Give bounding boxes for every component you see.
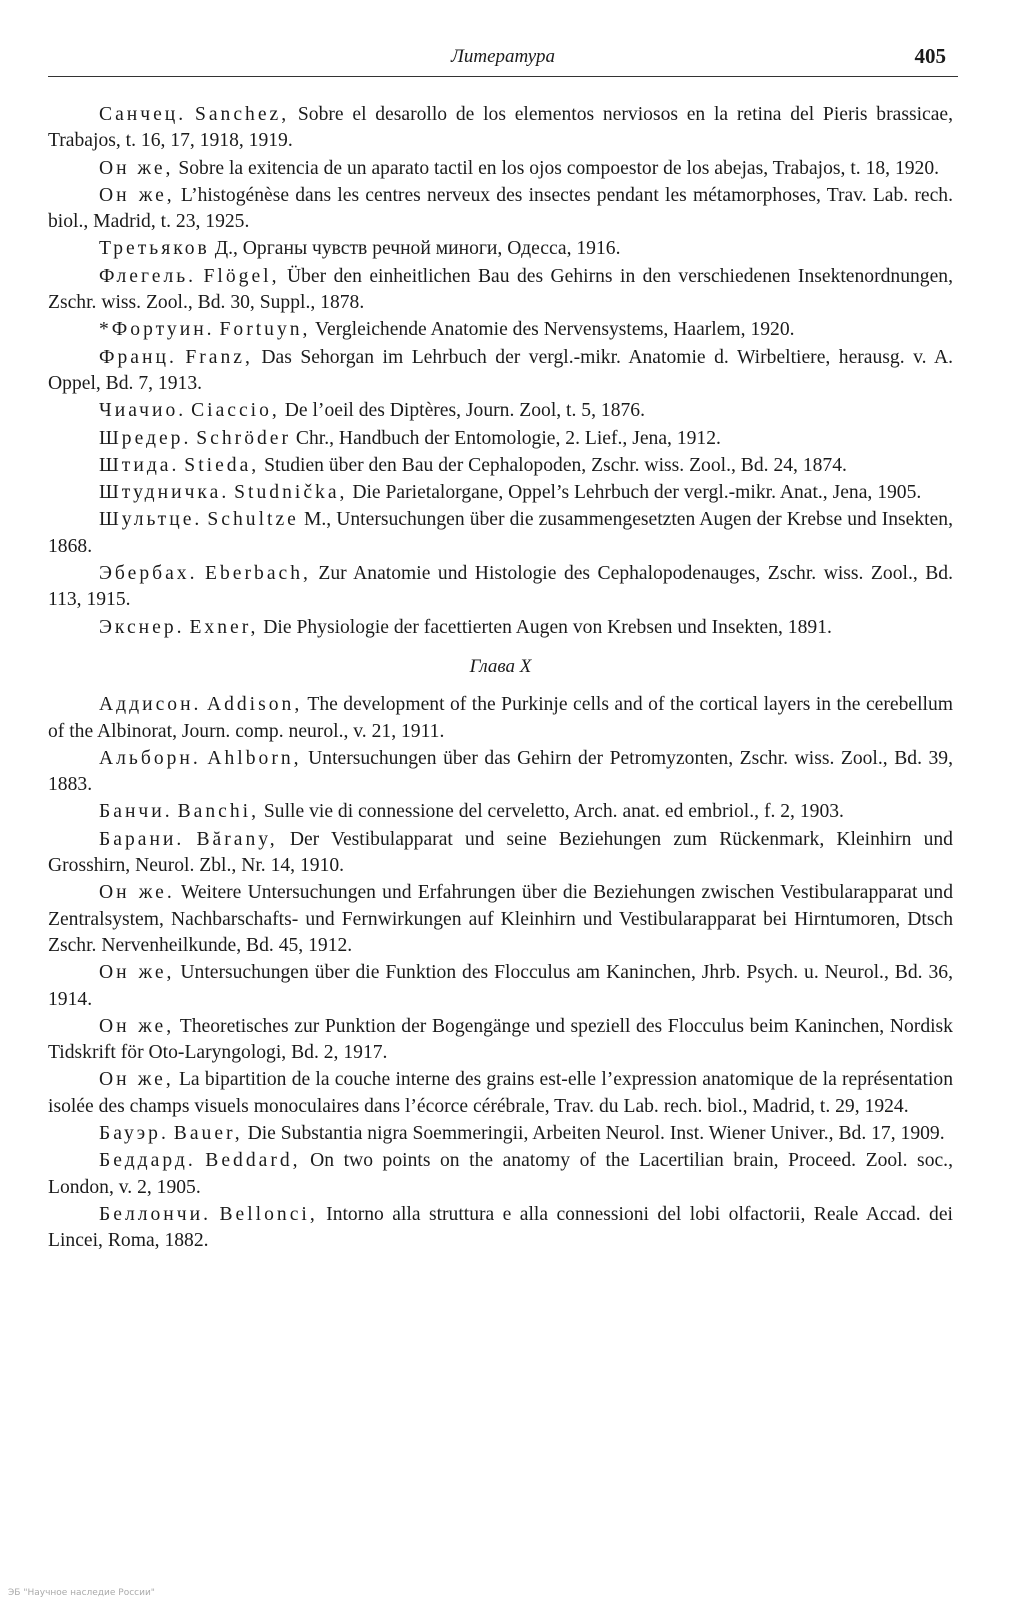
author-cyrillic: Он же. (99, 882, 175, 904)
author-cyrillic: Банчи. (99, 801, 173, 823)
reference-entry (48, 398, 953, 424)
author-latin: Schröder (196, 427, 292, 449)
page-header (48, 42, 958, 77)
author-latin: Bauer, (173, 1122, 243, 1144)
author-cyrillic: Беллончи. (99, 1203, 212, 1225)
reference-text: M., Untersuchungen über die zusammengesetzten Augen der Krebse und Insekten, 1868. (48, 509, 953, 557)
author-cyrillic: Третьяков (99, 238, 210, 260)
author-latin: Sanchez, (194, 104, 290, 125)
reference-text: Weitere Untersuchungen und Erfahrungen über die Beziehungen zwischen Vestibularapparat und Zentralsystem, Nachbarschafts- und Fernwirkungen auf Kleinhirn und Vestibularapparat bei Hirntumoren, Dtsch Zschr. Nervenheilkunde, Bd. 45, 1912. (48, 882, 953, 956)
author-latin: Ahlborn, (207, 747, 302, 769)
bibliography (48, 102, 953, 1254)
reference-entry (48, 692, 953, 745)
author-cyrillic: Санчец. (99, 104, 187, 125)
reference-list-after (48, 692, 953, 1254)
author-cyrillic: Альборн. (99, 747, 201, 769)
reference-text: Sobre el desarollo de los elementos nerviosos en la retina del Pieris brassicae, Trabajos, t. 16, 17, 1918, 1919. (48, 104, 953, 152)
author-cyrillic: Франц. (99, 346, 177, 368)
author-cyrillic: *Фортуин. (99, 319, 215, 341)
reference-entry (48, 1014, 953, 1067)
reference-entry (48, 1202, 953, 1255)
reference-entry (48, 1067, 953, 1120)
author-cyrillic: Беддард. (99, 1150, 196, 1172)
reference-text: Intorno alla struttura e alla connessioni del lobi olfactorii, Reale Accad. dei Lincei, Roma, 1882. (48, 1203, 953, 1252)
author-cyrillic: Он же, (99, 1069, 174, 1091)
reference-text: Die Parietalorgane, Oppel’s Lehrbuch der vergl.-mikr. Anat., Jena, 1905. (352, 482, 922, 504)
reference-entry (48, 507, 953, 560)
author-cyrillic: Он же, (99, 1015, 175, 1037)
reference-entry (48, 799, 953, 825)
author-cyrillic: Флегель. (99, 265, 197, 287)
author-latin: Flögel, (203, 265, 280, 287)
author-cyrillic: Шредер. (99, 427, 192, 449)
reference-entry (48, 480, 953, 506)
author-cyrillic: Бауэр. (99, 1122, 169, 1144)
author-latin: Banchi, (177, 801, 259, 823)
reference-text: Der Vestibulapparat und seine Beziehungen zum Rückenmark, Kleinhirn und Grosshirn, Neurol. Zbl., Nr. 14, 1910. (48, 828, 953, 877)
reference-entry (48, 183, 953, 236)
reference-text: L’histogénèse dans les centres nerveux des insectes pendant les métamorphoses, Trav. Lab. rech. biol., Madrid, t. 23, 1925. (48, 184, 953, 233)
author-latin: Franz, (185, 346, 253, 368)
reference-entry (48, 1121, 953, 1147)
author-latin: Bărany, (196, 828, 278, 850)
reference-entry (48, 236, 953, 262)
author-latin: Fortuyn, (219, 319, 311, 341)
reference-text: Sulle vie di connessione del cerveletto, Arch. anat. ed embriol., f. 2, 1903. (263, 801, 844, 823)
reference-text: Die Physiologie der facettierten Augen von Krebsen und Insekten, 1891. (263, 616, 832, 638)
reference-text: La bipartition de la couche interne des grains est-elle l’expression anatomique de la représentation isolée des champs visuels monoculaires dans l’écorce cérébrale, Trav. du Lab. rech. biol., Madrid, t. 29, 1924. (48, 1069, 953, 1117)
watermark: ЭБ "Научное наследие России" (8, 1588, 155, 1598)
author-cyrillic: Экснер. (99, 616, 185, 638)
author-cyrillic: Аддисон. (99, 694, 202, 716)
reference-entry (48, 264, 953, 317)
author-cyrillic: Он же, (99, 157, 174, 179)
reference-text: Studien über den Bau der Cephalopoden, Zschr. wiss. Zool., Bd. 24, 1874. (264, 454, 847, 476)
author-latin: Schultze (207, 509, 299, 531)
reference-text: Sobre la exitencia de un aparato tactil en los ojos compoestor de los abejas, Trabajos, t. 18, 1920. (178, 157, 940, 179)
author-cyrillic: Он же, (99, 962, 175, 984)
reference-text: Das Sehorgan im Lehrbuch der vergl.-mikr. Anatomie d. Wirbeltiere, herausg. v. A. Oppel, Bd. 7, 1913. (48, 346, 954, 394)
reference-text: Untersuchungen über die Funktion des Flocculus am Kaninchen, Jhrb. Psych. u. Neurol., Bd. 36, 1914. (48, 962, 953, 1010)
reference-text: Die Substantia nigra Soemmeringii, Arbeiten Neurol. Inst. Wiener Univer., Bd. 17, 1909. (247, 1122, 945, 1144)
reference-text: The development of the Purkinje cells and of the cortical layers in the cerebellum of the Albinorat, Journ. comp. neurol., v. 21, 1911. (48, 694, 954, 742)
reference-text: Untersuchungen über das Gehirn der Petromyzonten, Zschr. wiss. Zool., Bd. 39, 1883. (48, 747, 954, 796)
reference-entry (48, 615, 953, 641)
author-cyrillic: Он же, (99, 184, 175, 206)
running-title: Литература (451, 46, 555, 67)
reference-text: De l’oeil des Diptères, Journ. Zool, t. 5, 1876. (284, 400, 645, 422)
author-latin: Eberbach, (205, 563, 311, 585)
author-latin: Bellonci, (219, 1203, 318, 1225)
reference-entry (48, 746, 953, 799)
reference-entry (48, 102, 953, 155)
author-cyrillic: Барани. (99, 828, 185, 850)
reference-text: Vergleichende Anatomie des Nervensystems, Haarlem, 1920. (315, 319, 795, 341)
reference-entry (48, 345, 953, 398)
author-cyrillic: Чиачио. (99, 400, 187, 422)
reference-text: Theoretisches zur Punktion der Bogengänge und speziell des Flocculus beim Kaninchen, Nordisk Tidskrift för Oto-Laryngologi, Bd. 2, 1917. (48, 1015, 953, 1064)
chapter-heading: Глава X (469, 655, 532, 677)
reference-text: Zur Anatomie und Histologie des Cephalopodenauges, Zschr. wiss. Zool., Bd. 113, 1915. (48, 563, 954, 611)
page-number: 405 (914, 44, 946, 68)
author-latin: Addison, (206, 694, 303, 716)
reference-entry (48, 317, 953, 343)
reference-entry (48, 426, 953, 452)
author-cyrillic: Эбербах. (99, 563, 198, 585)
reference-list-before (48, 102, 953, 641)
reference-entry (48, 561, 953, 614)
reference-text: Д., Органы чувств речной миноги, Одесса, 1916. (214, 238, 621, 260)
author-latin: Exner, (189, 616, 259, 638)
reference-entry (48, 453, 953, 479)
author-cyrillic: Шультце. (99, 509, 203, 531)
author-latin: Stieda, (184, 454, 260, 476)
reference-entry (48, 960, 953, 1013)
author-latin: Ciaccio, (191, 400, 280, 422)
reference-text: Über den einheitlichen Bau des Gehirns in den verschiedenen Insektenordnungen, Zschr. wiss. Zool., Bd. 30, Suppl., 1878. (48, 265, 953, 314)
author-latin: Studnička, (234, 482, 348, 504)
reference-entry (48, 1148, 953, 1201)
author-latin: Beddard, (205, 1150, 301, 1172)
reference-text: Chr., Handbuch der Entomologie, 2. Lief., Jena, 1912. (295, 427, 721, 449)
reference-entry (48, 880, 953, 959)
reference-entry (48, 827, 953, 880)
author-cyrillic: Штида. (99, 454, 180, 476)
reference-text: On two points on the anatomy of the Lacertilian brain, Proceed. Zool. soc., London, v. 2, 1905. (48, 1150, 953, 1198)
reference-entry (48, 156, 953, 182)
author-cyrillic: Штудничка. (99, 482, 230, 504)
